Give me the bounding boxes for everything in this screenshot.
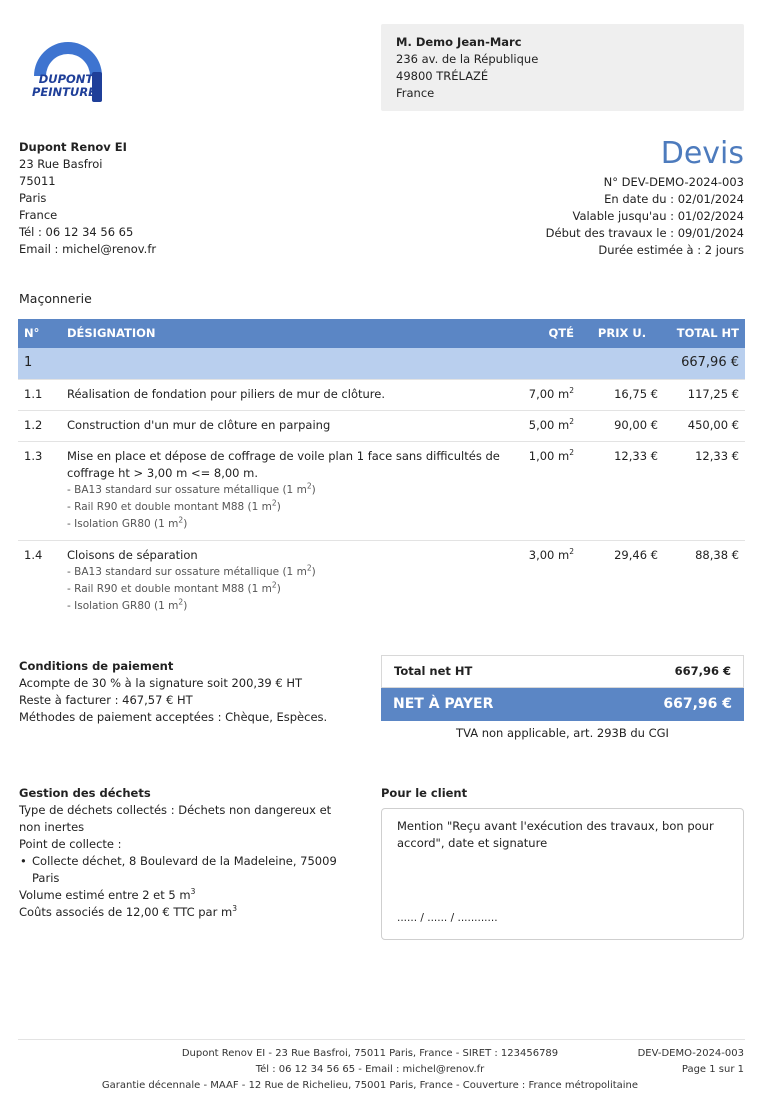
header-qty: QTÉ <box>516 319 580 348</box>
totals-box <box>381 655 744 721</box>
payment-methods: Méthodes de paiement acceptées : Chèque, Espèces. <box>19 710 328 724</box>
row-qty: 1,00 $m^2$ <box>516 441 580 540</box>
signature-box[interactable] <box>381 808 744 940</box>
row-total: 88,38 € <box>695 547 739 562</box>
payment-conditions <box>19 658 359 726</box>
row-sub-item: - Isolation GR80 (1 $m^2$) <box>67 515 188 530</box>
group-row <box>18 348 745 379</box>
row-sub-item: - BA13 standard sur ossature métallique (1 $m^2$) <box>67 563 316 578</box>
row-num: 1.3 <box>18 441 61 540</box>
row-sub-item: - Rail R90 et double montant M88 (1 $m^2$) <box>67 580 281 595</box>
footer-ref: DEV-DEMO-2024-003 <box>637 1048 744 1059</box>
waste-management <box>19 785 354 921</box>
waste-point-list <box>19 853 354 887</box>
footer-right <box>638 1046 744 1078</box>
row-sub-item: - BA13 standard sur ossature métallique (1 $m^2$) <box>67 481 316 496</box>
row-unit-price: 12,33 € <box>580 441 664 540</box>
table-header <box>18 319 745 348</box>
row-total: 117,25 € <box>664 379 745 410</box>
waste-type: Type de déchets collectés : Déchets non dangereux et non inertes <box>19 803 332 834</box>
total-net-value: 667,96 € <box>674 664 731 678</box>
company-name: Dupont Renov EI <box>19 140 127 154</box>
document-title: Devis <box>660 136 744 171</box>
row-num: 1.1 <box>18 379 61 410</box>
row-qty: 5,00 $m^2$ <box>516 410 580 441</box>
client-address-box <box>381 24 744 111</box>
net-to-pay-value: 667,96 € <box>663 696 732 712</box>
page-number: Page 1 sur 1 <box>681 1064 744 1075</box>
list-item: • Collecte déchet, 8 Boulevard de la Madeleine, 75009 Paris <box>19 853 354 887</box>
document-duration: Durée estimée à : 2 jours <box>598 243 744 257</box>
header-num: N° <box>18 319 61 348</box>
footer-line1: Dupont Renov EI - 23 Rue Basfroi, 75011 Paris, France - SIRET : 123456789 <box>181 1048 559 1059</box>
row-designation: Mise en place et dépose de coffrage de voile plan 1 face sans difficultés de coffrage ht > 3,00 m <= 8,00 m. - BA13 standard sur ossature métallique (1 $m^2$) - Rail R90 et double montant M88 (1 $m^2$) - Isolation GR80 (1 $m^2$) <box>61 441 516 540</box>
document-start: Début des travaux le : 09/01/2024 <box>545 226 744 240</box>
client-city: 49800 TRÉLAZÉ <box>396 69 489 83</box>
table-row <box>18 410 745 441</box>
total-net-row <box>381 655 744 688</box>
waste-cost: Coûts associés de 12,00 € TTC par $m^3$ <box>19 904 237 919</box>
table-row <box>18 379 745 410</box>
tva-note: TVA non applicable, art. 293B du CGI <box>456 726 669 740</box>
company-city: Paris <box>19 191 47 205</box>
items-table <box>18 319 745 622</box>
footer-divider <box>18 1039 745 1040</box>
row-num: 1.4 <box>24 547 43 562</box>
section-title: Maçonnerie <box>19 291 92 306</box>
document-number: N° DEV-DEMO-2024-003 <box>603 175 744 189</box>
group-num: 1 <box>18 348 61 379</box>
group-total: 667,96 € <box>664 348 745 379</box>
payment-title: Conditions de paiement <box>19 659 174 673</box>
row-designation: Cloisons de séparation - BA13 standard sur ossature métallique (1 $m^2$) - Rail R90 et double montant M88 (1 $m^2$) - Isolation GR80 (1 $m^2$) <box>61 540 516 622</box>
client-country: France <box>396 86 435 100</box>
document-date: En date du : 02/01/2024 <box>604 192 744 206</box>
payment-remaining: Reste à facturer : 467,57 € HT <box>19 693 193 707</box>
row-sub-item: - Isolation GR80 (1 $m^2$) <box>67 597 188 612</box>
row-unit-price: 16,75 € <box>580 379 664 410</box>
company-phone: Tél : 06 12 34 56 65 <box>19 225 134 239</box>
company-info <box>19 139 319 258</box>
logo-line2: PEINTURE <box>31 85 97 99</box>
client-name: M. Demo Jean-Marc <box>396 35 522 49</box>
row-unit-price: 90,00 € <box>580 410 664 441</box>
company-country: France <box>19 208 58 222</box>
waste-point-label: Point de collecte : <box>19 837 122 851</box>
signature-title: Pour le client <box>381 786 468 800</box>
waste-volume: Volume estimé entre 2 et 5 $m^3$ <box>19 887 196 902</box>
row-qty: 7,00 $m^2$ <box>516 379 580 410</box>
company-logo <box>28 36 110 108</box>
footer-line2: Tél : 06 12 34 56 65 - Email : michel@renov.fr <box>255 1064 485 1075</box>
footer <box>100 1046 640 1094</box>
header-unit-price: PRIX U. <box>580 319 664 348</box>
row-designation: Réalisation de fondation pour piliers de mur de clôture. <box>61 379 516 410</box>
header-designation: DÉSIGNATION <box>61 319 516 348</box>
logo-line1: DUPONT <box>38 72 94 86</box>
company-zip: 75011 <box>19 174 56 188</box>
header-total: TOTAL HT <box>664 319 745 348</box>
total-net-label: Total net HT <box>394 664 473 678</box>
signature-text: Mention "Reçu avant l'exécution des travaux, bon pour accord", date et signature <box>397 819 714 850</box>
document-meta <box>546 174 744 259</box>
signature-date-dots: ...... / ...... / ............ <box>397 912 498 924</box>
document-valid-until: Valable jusqu'au : 01/02/2024 <box>572 209 744 223</box>
net-to-pay-label: NET À PAYER <box>393 696 494 712</box>
row-qty: 3,00 $m^2$ <box>528 546 574 562</box>
row-total: 450,00 € <box>664 410 745 441</box>
company-street: 23 Rue Basfroi <box>19 157 103 171</box>
waste-title: Gestion des déchets <box>19 786 151 800</box>
client-address: 236 av. de la République <box>396 52 539 66</box>
footer-line3: Garantie décennale - MAAF - 12 Rue de Richelieu, 75001 Paris, France - Couverture : France métropolitaine <box>101 1080 639 1091</box>
payment-deposit: Acompte de 30 % à la signature soit 200,39 € HT <box>19 676 303 690</box>
company-email: Email : michel@renov.fr <box>19 242 157 256</box>
row-unit-price: 29,46 € <box>614 547 658 562</box>
row-total: 12,33 € <box>664 441 745 540</box>
row-designation: Construction d'un mur de clôture en parpaing <box>61 410 516 441</box>
table-row <box>18 540 745 622</box>
net-to-pay-row <box>381 688 744 721</box>
row-num: 1.2 <box>18 410 61 441</box>
row-sub-item: - Rail R90 et double montant M88 (1 $m^2$) <box>67 498 281 513</box>
table-row <box>18 441 745 540</box>
